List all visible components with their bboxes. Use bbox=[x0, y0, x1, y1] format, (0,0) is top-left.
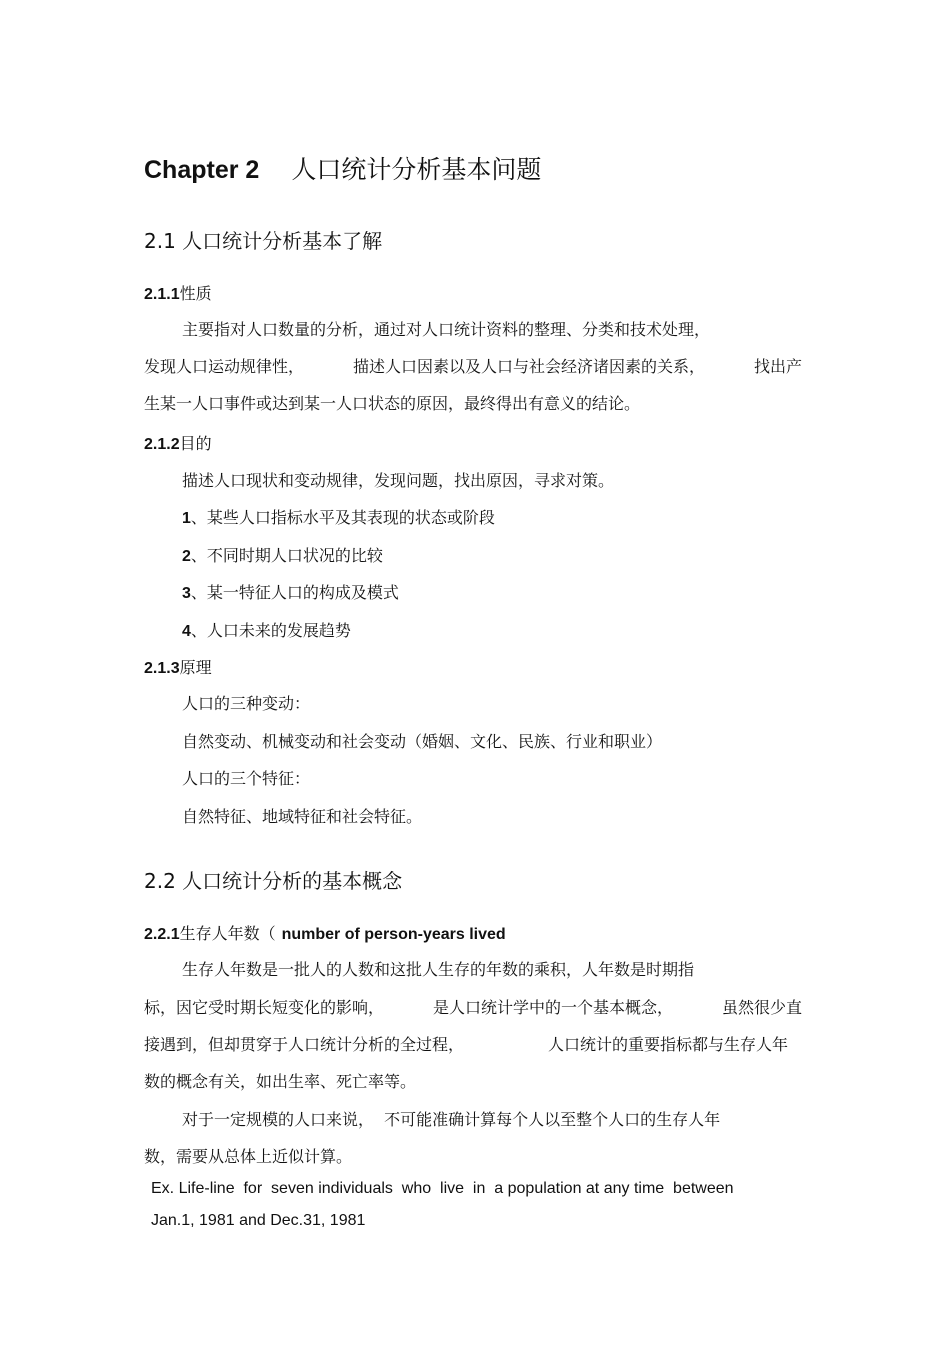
text-segment: 虽然很少直 bbox=[721, 998, 802, 1017]
paragraph-line: 主要指对人口数量的分析，通过对人口统计资料的整理、分类和技术处理， bbox=[182, 320, 711, 339]
list-text: 、某些人口指标水平及其表现的状态或阶段 bbox=[190, 508, 495, 527]
subsection-number: 2.1.1 bbox=[144, 286, 180, 303]
subsection-number: 2.2.1 bbox=[144, 926, 180, 943]
list-number: 1 bbox=[182, 510, 191, 527]
paragraph-line: 人口的三种变动： bbox=[182, 694, 311, 713]
list-number: 3 bbox=[182, 585, 191, 602]
subsection-heading-2-2-1 bbox=[144, 922, 506, 947]
paragraph-line: 自然特征、地域特征和社会特征。 bbox=[182, 807, 423, 826]
paragraph-line-justified bbox=[144, 1033, 788, 1057]
text-segment: 人口统计的重要指标都与生存人年 bbox=[547, 1035, 788, 1054]
chapter-name: 人口统计分析基本问题 bbox=[291, 155, 542, 184]
paragraph-line: 生某一人口事件或达到某一人口状态的原因，最终得出有意义的结论。 bbox=[144, 394, 641, 413]
list-text: 、人口未来的发展趋势 bbox=[190, 621, 351, 640]
list-number: 2 bbox=[182, 548, 191, 565]
paragraph-line: 自然变动、机械变动和社会变动（婚姻、文化、民族、行业和职业） bbox=[182, 732, 663, 751]
chapter-title bbox=[144, 152, 541, 188]
paragraph-line: 数的概念有关，如出生率、死亡率等。 bbox=[144, 1072, 417, 1091]
text-segment: 接遇到，但却贯穿于人口统计分析的全过程， bbox=[144, 1035, 465, 1054]
paragraph-line: 数，需要从总体上近似计算。 bbox=[144, 1147, 353, 1166]
list-item bbox=[182, 506, 495, 531]
list-text: 、某一特征人口的构成及模式 bbox=[190, 583, 399, 602]
section-heading-2-1: 2.1 人口统计分析基本了解 bbox=[144, 229, 383, 253]
subsection-heading-2-1-2 bbox=[144, 432, 212, 457]
subsection-number: 2.1.2 bbox=[144, 436, 180, 453]
paragraph-line-justified bbox=[144, 996, 802, 1020]
example-line: Jan.1, 1981 and Dec.31, 1981 bbox=[151, 1212, 366, 1229]
text-segment: 描述人口因素以及人口与社会经济诸因素的关系， bbox=[352, 357, 705, 376]
list-number: 4 bbox=[182, 623, 191, 640]
paragraph-line: 人口的三个特征： bbox=[182, 769, 311, 788]
subsection-title: 生存人年数（ bbox=[179, 924, 276, 943]
subsection-title: 原理 bbox=[179, 658, 212, 677]
subsection-heading-2-1-1 bbox=[144, 282, 212, 307]
text-segment: 是人口统计学中的一个基本概念， bbox=[432, 998, 673, 1017]
text-segment: 发现人口运动规律性， bbox=[144, 357, 305, 376]
text-segment: 找出产 bbox=[753, 357, 802, 376]
subsection-title: 性质 bbox=[179, 284, 212, 303]
paragraph-line: 描述人口现状和变动规律，发现问题，找出原因，寻求对策。 bbox=[182, 471, 615, 490]
example-line: Ex. Life-line for seven individuals who live in a population at any time between bbox=[151, 1180, 734, 1197]
subsection-number: 2.1.3 bbox=[144, 660, 180, 677]
list-item bbox=[182, 619, 351, 644]
paragraph-line: 生存人年数是一批人的人数和这批人生存的年数的乘积，人年数是时期指 bbox=[182, 960, 695, 979]
list-text: 、不同时期人口状况的比较 bbox=[190, 546, 383, 565]
chapter-number: Chapter 2 bbox=[144, 156, 260, 184]
list-item bbox=[182, 544, 383, 569]
section-heading-2-2: 2.2 人口统计分析的基本概念 bbox=[144, 869, 403, 893]
subsection-title: 目的 bbox=[179, 434, 212, 453]
text-segment: 标，因它受时期长短变化的影响， bbox=[144, 998, 385, 1017]
subsection-title-english: number of person-years lived bbox=[281, 926, 506, 943]
subsection-heading-2-1-3 bbox=[144, 656, 212, 681]
paragraph-line: 对于一定规模的人口来说， 不可能准确计算每个人以至整个人口的生存人年 bbox=[182, 1110, 721, 1129]
paragraph-line-justified bbox=[144, 355, 802, 379]
list-item bbox=[182, 581, 399, 606]
